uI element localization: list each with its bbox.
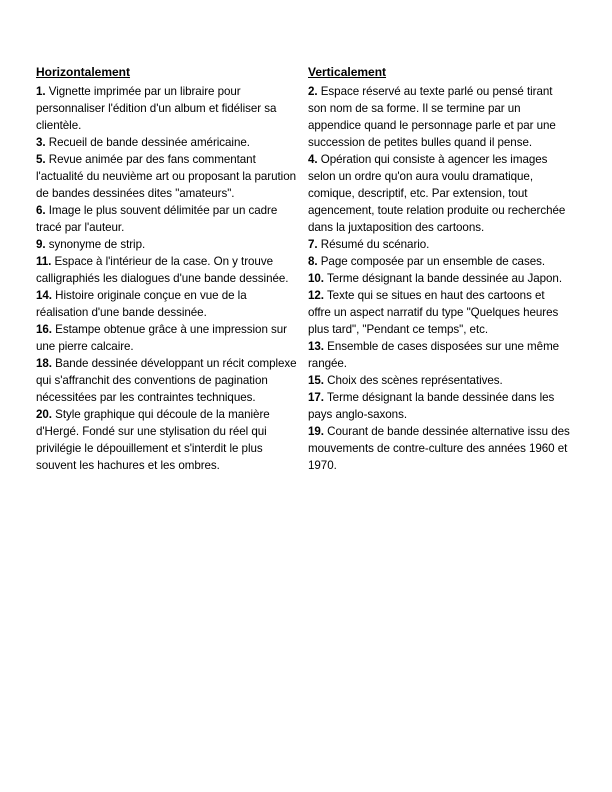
clue-number: 4.	[308, 153, 318, 166]
clue-text: Bande dessinée développant un récit complexe qui s'affranchit des conventions de pagination nécessitées par les contraintes techniques.	[36, 357, 297, 404]
clue-text: Résumé du scénario.	[320, 238, 430, 251]
clue-horizontal-11	[36, 253, 298, 287]
clue-horizontal-1	[36, 83, 298, 134]
clue-text: Espace réservé au texte parlé ou pensé tirant son nom de sa forme. Il se termine par un appendice quand le personnage parle et par une succession de petites bulles quand il pense.	[308, 85, 556, 149]
clue-number: 1.	[36, 85, 46, 98]
clue-vertical-8	[308, 253, 570, 270]
clue-vertical-10	[308, 270, 570, 287]
clue-number: 17.	[308, 391, 324, 404]
clue-text: Terme désignant la bande dessinée au Japon.	[326, 272, 562, 285]
clue-text: Image le plus souvent délimitée par un cadre tracé par l'auteur.	[36, 204, 278, 234]
clue-number: 13.	[308, 340, 324, 353]
clue-horizontal-6	[36, 202, 298, 236]
clue-text: Style graphique qui découle de la manière d'Hergé. Fondé sur une stylisation du réel qui privilégie le dépouillement et s'interdit le plus souvent les hachures et les ombres.	[36, 408, 270, 472]
clue-vertical-4	[308, 151, 570, 236]
clue-vertical-2	[308, 83, 570, 151]
vertical-heading: Verticalement	[308, 65, 387, 79]
clue-number: 12.	[308, 289, 324, 302]
clue-vertical-13	[308, 338, 570, 372]
clue-text: Choix des scènes représentatives.	[327, 374, 503, 387]
clue-text: synonyme de strip.	[48, 238, 146, 251]
clue-vertical-12	[308, 287, 570, 338]
clue-number: 11.	[36, 255, 52, 268]
clue-horizontal-14	[36, 287, 298, 321]
clue-vertical-7	[308, 236, 570, 253]
vertical-clues-column	[308, 64, 570, 474]
clue-horizontal-18	[36, 355, 298, 406]
clue-number: 16.	[36, 323, 52, 336]
clue-text: Texte qui se situes en haut des cartoons et offre un aspect narratif du type "Quelques heures plus tard", "Pendant ce temps", etc.	[308, 289, 559, 336]
clue-text: Courant de bande dessinée alternative issu des mouvements de contre-culture des années 1960 et 1970.	[308, 425, 570, 472]
clue-horizontal-20	[36, 406, 298, 474]
clue-number: 15.	[308, 374, 324, 387]
clue-number: 5.	[36, 153, 46, 166]
clue-number: 2.	[308, 85, 318, 98]
clue-vertical-17	[308, 389, 570, 423]
clue-number: 19.	[308, 425, 324, 438]
clue-horizontal-3	[36, 134, 298, 151]
clue-text: Histoire originale conçue en vue de la réalisation d'une bande dessinée.	[36, 289, 247, 319]
clue-number: 14.	[36, 289, 52, 302]
clue-text: Espace à l'intérieur de la case. On y trouve calligraphiés les dialogues d'une bande dessinée.	[36, 255, 289, 285]
clue-number: 20.	[36, 408, 52, 421]
clue-number: 6.	[36, 204, 46, 217]
clue-horizontal-9	[36, 236, 298, 253]
clue-text: Vignette imprimée par un libraire pour personnaliser l'édition d'un album et fidéliser sa clientèle.	[36, 85, 277, 132]
clue-number: 8.	[308, 255, 318, 268]
clue-number: 7.	[308, 238, 318, 251]
clue-text: Recueil de bande dessinée américaine.	[48, 136, 250, 149]
horizontal-heading: Horizontalement	[36, 65, 131, 79]
clue-number: 3.	[36, 136, 46, 149]
clue-text: Ensemble de cases disposées sur une même rangée.	[308, 340, 560, 370]
clue-number: 18.	[36, 357, 52, 370]
clue-horizontal-5	[36, 151, 298, 202]
clue-text: Page composée par un ensemble de cases.	[320, 255, 546, 268]
clue-text: Estampe obtenue grâce à une impression sur une pierre calcaire.	[36, 323, 287, 353]
clue-text: Revue animée par des fans commentant l'actualité du neuvième art ou proposant la parution de bandes dessinées dites "amateurs".	[36, 153, 296, 200]
horizontal-clues-column	[36, 64, 298, 474]
clue-text: Opération qui consiste à agencer les images selon un ordre qu'on aura voulu dramatique, comique, descriptif, etc. Par extension, tout agencement, toute relation produite ou recherchée dans la juxtaposition des cartoons.	[308, 153, 566, 234]
clue-text: Terme désignant la bande dessinée dans les pays anglo-saxons.	[308, 391, 555, 421]
clue-horizontal-16	[36, 321, 298, 355]
clue-number: 10.	[308, 272, 324, 285]
clue-number: 9.	[36, 238, 46, 251]
clue-vertical-15	[308, 372, 570, 389]
clue-vertical-19	[308, 423, 570, 474]
